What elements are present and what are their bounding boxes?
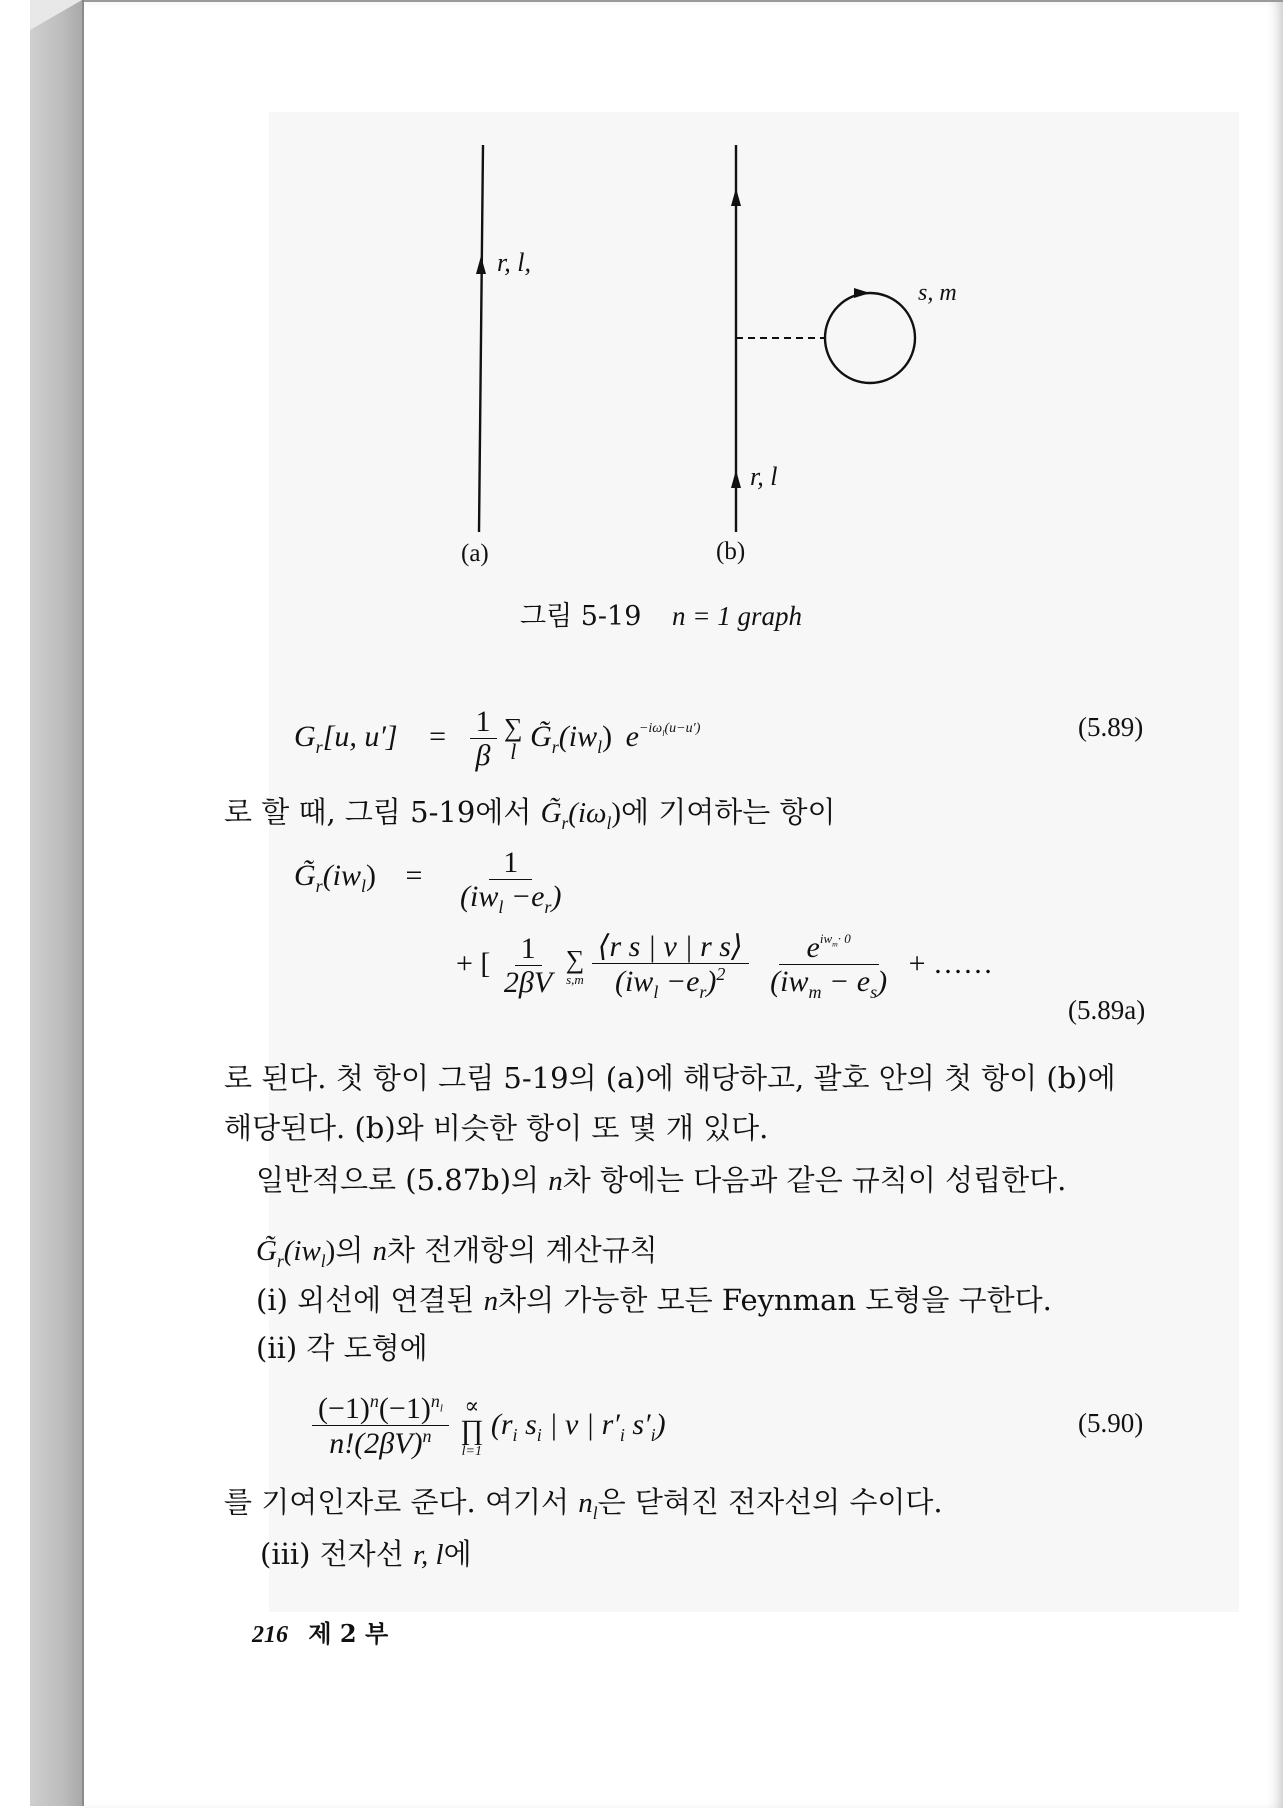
eq589-frac-num: 1	[470, 705, 497, 739]
label-b-line: r, l	[750, 462, 778, 491]
text-line1-b: 에 기여하는 항이	[621, 795, 836, 829]
text-line1-math-arg: (iω	[568, 797, 607, 829]
eq589a-t3-den-sub: l	[653, 982, 659, 1002]
arrow-b-bottom	[731, 470, 741, 488]
eq589-sum: ∑ l	[504, 713, 523, 765]
eq589a-tail: + ……	[908, 947, 994, 981]
eq589a-t1-den-sub: l	[498, 897, 504, 917]
rule-i	[256, 1282, 1052, 1319]
eq589-args: [u, u′]	[322, 720, 398, 754]
rule-title-math-sub: r	[276, 1250, 284, 1271]
eq589-exp-sup-rest: (u−u′)	[664, 721, 701, 737]
figure-caption	[520, 594, 802, 633]
part-label: 제 2 부	[308, 1619, 389, 1648]
eq590-term-sub2: i	[536, 1424, 542, 1445]
eq589a-t1-den-rest: −e	[503, 880, 545, 913]
eq589-frac	[470, 705, 497, 774]
panel-b-label: (b)	[716, 538, 746, 565]
eq589a-lhs-arg: (iw	[322, 859, 362, 892]
eq589a-t4-num: e	[806, 930, 820, 964]
eq589a-t3-den-rest-sub: r	[699, 982, 707, 1002]
eq589a-term1: $\frac{1}{(iw_l -e_r)}$	[460, 846, 562, 917]
eq589a-t4-den: (iw	[770, 964, 809, 998]
para2-a: 일반적으로 (5.87b)의	[256, 1163, 549, 1197]
eq590-num-sup2-sub: l	[439, 1402, 443, 1415]
label-a-line: r, l,	[497, 248, 531, 277]
para1-line2: 해당된다. (b)와 비슷한 항이 또 몇 개 있다.	[224, 1111, 769, 1145]
eq590-term-close: )	[655, 1407, 666, 1441]
eq589-lhs: G	[294, 720, 316, 754]
eq589a-t4-num-sup: iw	[819, 930, 833, 946]
eq589-term-close: )	[602, 720, 613, 754]
rule-title-a: 의	[335, 1233, 373, 1267]
text-line1-math-close: )	[611, 797, 622, 829]
equation-5-89	[294, 705, 700, 774]
eq590-term-s2: s′	[624, 1407, 651, 1441]
eq589a-t3-den: (iw	[614, 965, 654, 998]
eq590-term: (r	[490, 1407, 513, 1441]
para2-b: 차 항에는 다음과 같은 규칙이 성립한다.	[562, 1163, 1067, 1197]
text-line1-math-sub: r	[561, 812, 569, 833]
equation-5-90	[312, 1392, 666, 1462]
eq589a-t3-num: ⟨r s | v | r s⟩	[592, 930, 749, 964]
para2-n: n	[548, 1165, 563, 1197]
eq590-term-s: s	[517, 1407, 537, 1441]
text-line1-a: 로 할 때, 그림 5-19에서	[224, 795, 541, 829]
eq589-term-arg: (iw	[558, 720, 598, 754]
after590-a: 를 기여인자로 준다. 여기서	[224, 1485, 579, 1519]
after590-n-sub: l	[592, 1502, 598, 1523]
electron-loop	[825, 293, 915, 383]
rule-title-arg-sub: l	[320, 1250, 326, 1271]
eq589-number: (5.89)	[1078, 712, 1144, 742]
rule-iii-a: (iii) 전자선	[260, 1537, 413, 1571]
rule-title	[256, 1232, 658, 1279]
eq589-frac-den: β	[475, 739, 491, 772]
eq590-term-mid: | v | r′	[541, 1407, 620, 1441]
eq589-exp: e	[625, 720, 639, 754]
eq590-prod-bottom: l=1	[461, 1443, 483, 1459]
rule-title-arg: (iw	[283, 1235, 321, 1267]
after-590	[224, 1484, 943, 1531]
equation-5-89a-lhs: $G̃_r(iw_l)$ =	[294, 859, 423, 896]
rule-iii-math: r, l	[412, 1539, 444, 1571]
eq590-term-sub1: i	[512, 1424, 518, 1445]
label-b-loop: s, m	[918, 280, 957, 306]
eq589a-t4-num-sup-rest: · 0	[837, 930, 851, 946]
eq590-term-sub4: i	[650, 1424, 656, 1445]
eq589a-t2-num: 1	[515, 932, 542, 966]
eq589a-t1-num: 1	[489, 846, 532, 880]
equation-5-89a-line2: + [ $\frac{1}{2\beta V}$ ∑ s,m $\frac{\text{⟨r s | v | r s⟩}}{(iw_l -e_r)^2}$ $\frac{e^{iw_m\cdot 0}}{(iw_m - e_s)}$ + ……	[456, 930, 994, 1002]
eq589-sum-sub: l	[510, 739, 517, 765]
eq590-num-sup2: n	[430, 1391, 440, 1411]
eq589a-t3-den-sup: 2	[716, 964, 726, 984]
rule-i-a: (i) 외선에 연결된	[256, 1283, 484, 1317]
eq589a-t4-num-sup-sub: m	[832, 939, 838, 949]
page-footer	[252, 1614, 388, 1649]
para2	[256, 1162, 1066, 1199]
eq589-term-arg-sub: l	[597, 737, 603, 758]
arrow-a	[476, 256, 486, 274]
rule-i-n: n	[483, 1285, 499, 1317]
eq589-term-sub: r	[551, 737, 559, 758]
page-number: 216	[252, 1622, 288, 1648]
eq589a-sum: ∑ s,m	[565, 944, 585, 987]
line-a	[479, 145, 483, 532]
eq589a-lhs: G̃	[294, 859, 316, 892]
eq590-prod-top: ∝	[464, 1392, 480, 1418]
rule-i-b: 차의 가능한 모든 Feynman 도형을 구한다.	[498, 1283, 1052, 1317]
eq589a-plus: + [	[456, 947, 491, 981]
eq589a-lhs-arg-sub: l	[361, 876, 367, 896]
eq589a-sum-sub: s,m	[566, 971, 584, 987]
loop-arrow	[854, 288, 870, 298]
eq590-num: (−1)	[318, 1392, 370, 1425]
eq589-exp-sup-sub: l	[662, 728, 665, 738]
panel-a-label: (a)	[461, 540, 489, 567]
rule-iii	[260, 1536, 472, 1573]
eq589-eq: =	[429, 720, 447, 754]
eq589-exp-sup: −iω	[638, 721, 663, 737]
eq589a-t3-den-rest: −e	[658, 965, 700, 998]
text-line-1	[224, 794, 836, 841]
caption-math: n = 1 graph	[672, 601, 802, 631]
rule-ii: (ii) 각 도형에	[256, 1331, 428, 1365]
text-line1-math: G̃	[540, 797, 562, 829]
eq590-prod: ∝ ∏ l=1	[460, 1392, 484, 1459]
eq589a-eq: =	[405, 859, 423, 892]
after590-n: n	[578, 1487, 593, 1519]
rule-iii-b: 에	[443, 1537, 472, 1571]
eq589a-number: (5.89a)	[1068, 995, 1146, 1025]
eq589-term: G̃	[530, 720, 552, 754]
rule-title-n: n	[372, 1235, 388, 1267]
arrow-b-top	[731, 188, 741, 206]
para1-line1: 로 된다. 첫 항이 그림 5-19의 (a)에 해당하고, 괄호 안의 첫 항이 (b)에	[224, 1061, 1116, 1095]
eq590-num-sup1: n	[369, 1391, 379, 1411]
eq590-num-mid: (−1)	[378, 1392, 431, 1425]
rule-title-math: G̃	[256, 1235, 277, 1267]
eq589a-t1-den: (iw	[460, 880, 499, 913]
eq589a-t4-den-rest-sub: s	[870, 981, 878, 1002]
feynman-figure	[0, 0, 1283, 600]
eq589a-t4-den-sub: m	[808, 981, 822, 1002]
eq589a-t2-den: 2βV	[503, 966, 553, 1000]
eq589a-t1-den-rest-sub: r	[544, 897, 552, 917]
after590-b: 은 닫혀진 전자선의 수이다.	[597, 1485, 943, 1519]
rule-title-b: 차 전개항의 계산규칙	[387, 1233, 658, 1267]
eq589-lhs-sub: r	[315, 737, 323, 758]
eq589a-t4-den-rest: − e	[821, 964, 871, 998]
eq590-den-sup: n	[422, 1426, 432, 1446]
eq589a-lhs-sub: r	[315, 876, 323, 896]
eq590-den: n!(2βV)	[329, 1427, 423, 1460]
eq590-number: (5.90)	[1078, 1408, 1144, 1438]
text-line1-math-arg-sub: l	[606, 812, 612, 833]
caption-prefix: 그림 5-19	[520, 601, 642, 632]
eq590-term-sub3: i	[619, 1424, 625, 1445]
rule-title-close: )	[325, 1235, 336, 1267]
